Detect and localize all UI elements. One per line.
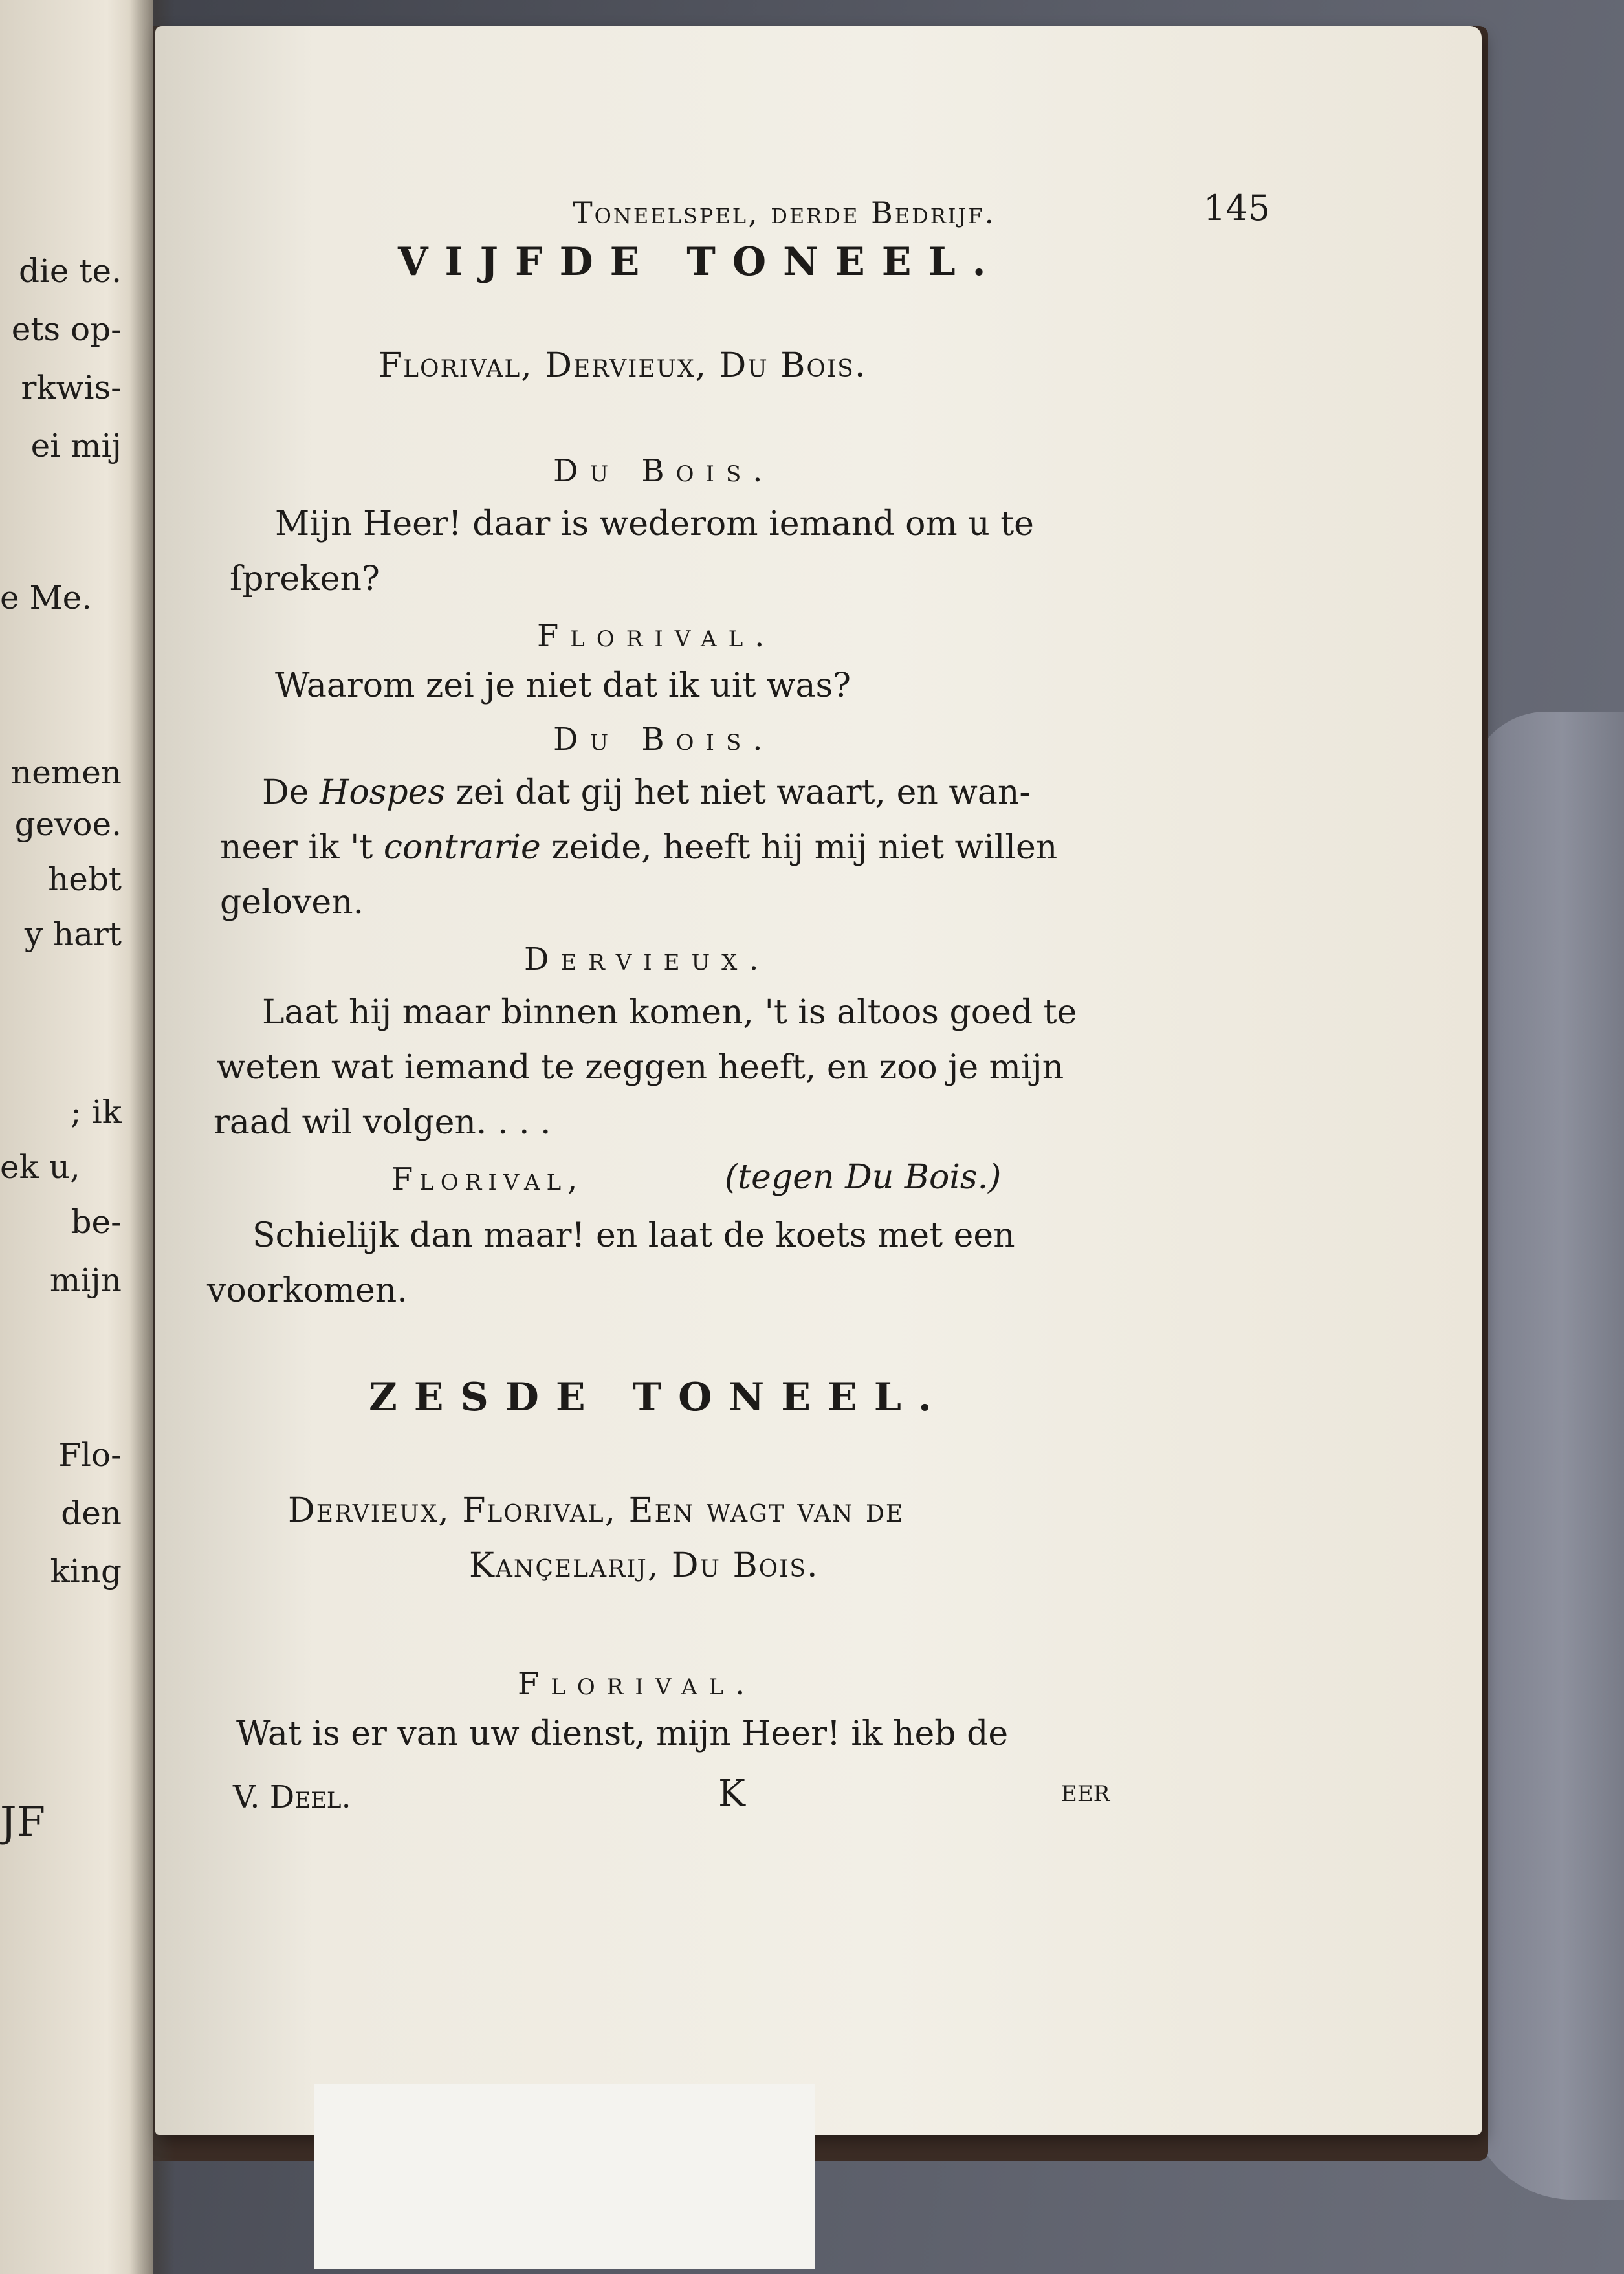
dialogue-line: voorkomen. — [207, 1271, 408, 1310]
left-fragment: nemen — [11, 754, 122, 791]
cloth-fold — [1469, 712, 1624, 2200]
speaker-name: Florival, — [391, 1161, 584, 1197]
left-fragment: ei mij — [30, 427, 122, 465]
left-fragment: ; ik — [70, 1093, 122, 1131]
scene-cast: Florival, Dervieux, Du Bois. — [379, 346, 867, 385]
left-fragment: rkwis- — [21, 369, 122, 406]
dialogue-line: Waarom zei je niet dat ik uit was? — [275, 666, 851, 705]
left-fragment: Flo- — [58, 1436, 122, 1474]
scene-cast: Kançelarij, Du Bois. — [469, 1546, 819, 1585]
signature-mark: V. Deel. — [233, 1779, 351, 1815]
dialogue-line: Wat is er van uw dienst, mijn Heer! ik heb de — [236, 1714, 1009, 1753]
stage-direction: (tegen Du Bois.) — [725, 1158, 1002, 1197]
dialogue-line: weten wat iemand te zeggen heeft, en zoo je mijn — [217, 1048, 1064, 1087]
speaker-name: Florival. — [537, 618, 776, 654]
left-fragment: y hart — [24, 915, 122, 953]
dialogue-line: De Hospes zei dat gij het niet waart, en wan- — [262, 773, 1031, 812]
left-fragment: die te. — [18, 252, 122, 290]
left-fragment: hebt — [48, 860, 122, 898]
dialogue-line: Schielijk dan maar! en laat de koets met een — [252, 1216, 1015, 1255]
left-fragment: den — [61, 1494, 122, 1532]
speaker-name: Du Bois. — [553, 453, 774, 489]
scene-cast: Dervieux, Florival, Een wagt van de — [288, 1491, 905, 1530]
left-fragment: king — [50, 1553, 122, 1590]
left-fragment: mijn — [49, 1262, 122, 1299]
page-number: 145 — [1203, 188, 1271, 228]
signature-letter: K — [718, 1773, 745, 1815]
running-head: Toneelspel, derde Bedrijf. — [573, 195, 996, 230]
left-fragment: JF — [0, 1798, 46, 1846]
dialogue-line: Laat hij maar binnen komen, 't is altoos goed te — [262, 993, 1077, 1032]
dialogue-line: Mijn Heer! daar is wederom iemand om u te — [275, 505, 1034, 543]
scene-title: ZESDE TONEEL. — [369, 1375, 949, 1420]
left-fragment: ets op- — [11, 311, 122, 348]
blank-label-patch — [314, 2084, 815, 2269]
left-fragment: e Me. — [0, 579, 93, 617]
left-fragment: gevoe. — [14, 805, 122, 843]
left-fragment: ek u, — [0, 1148, 80, 1186]
scene-title: VIJFDE TONEEL. — [398, 239, 1003, 285]
dialogue-line: raad wil volgen. . . . — [214, 1103, 551, 1142]
left-fragment: be- — [71, 1203, 122, 1241]
right-page — [155, 26, 1482, 2135]
dialogue-line: neer ik 't contrarie zeide, heeft hij mij niet willen — [220, 828, 1058, 867]
speaker-name: Dervieux. — [524, 941, 771, 978]
dialogue-line: geloven. — [220, 883, 364, 922]
dialogue-line: ſpreken? — [230, 560, 380, 598]
speaker-name: Du Bois. — [553, 721, 774, 758]
speaker-name: Florival. — [518, 1666, 757, 1702]
catchword: eer — [1061, 1773, 1110, 1809]
